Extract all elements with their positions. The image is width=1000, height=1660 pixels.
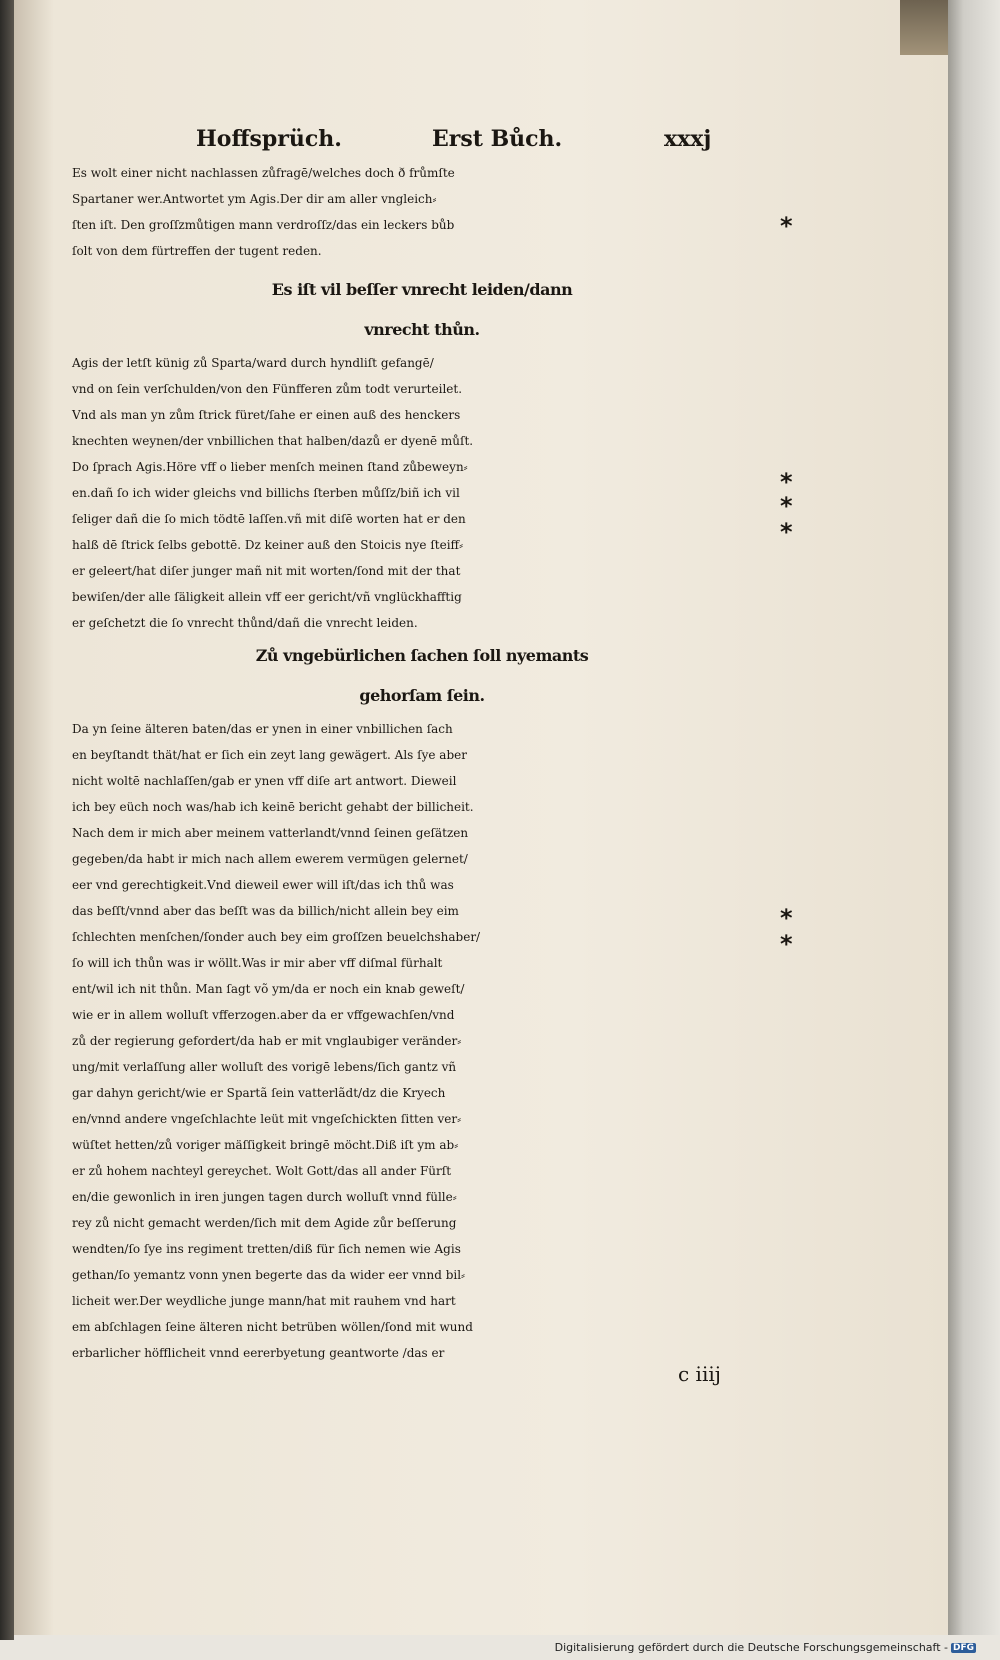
section-heading: Es iſt vil beſſer vnrecht leiden/dann: [271, 280, 573, 299]
footer-credit: [555, 1641, 976, 1654]
text-line: Do ſprach Agis.Höre vff o lieber menſch meinen ſtand zůbeweyn⸗: [72, 460, 468, 474]
section-heading: gehorſam ſein.: [359, 686, 485, 705]
folio-number: xxxj: [664, 126, 712, 152]
footer-credit-text: Digitalisierung gefördert durch die Deutsche Forschungsgemeinschaft -: [554, 1641, 948, 1654]
text-line: eer vnd gerechtigkeit.Vnd dieweil ewer will iſt/das ich thů was: [72, 878, 454, 892]
text-line: rey zů nicht gemacht werden/ſich mit dem Agide zůr beſſerung: [72, 1216, 457, 1230]
text-line: ſo will ich thůn was ir wöllt.Was ir mir aber vff diſmal fürhalt: [72, 956, 443, 970]
section-heading: Zů vngebürlichen ſachen ſoll nyemants: [255, 646, 589, 665]
section-heading: vnrecht thůn.: [364, 320, 480, 339]
text-line: en/die gewonlich in iren jungen tagen durch wolluſt vnnd fülle⸗: [72, 1190, 457, 1204]
text-line: Da yn ſeine älteren baten/das er ynen in einer vnbillichen ſach: [72, 722, 453, 736]
running-head-title: Hoffsprüch.: [196, 126, 342, 152]
text-line: ſchlechten menſchen/ſonder auch bey eim groſſzen beuelchshaber/: [72, 930, 481, 944]
text-line: en.dañ ſo ich wider gleichs vnd billichs ſterben můſſz/biñ ich vil: [72, 486, 460, 500]
text-line: em abſchlagen ſeine älteren nicht betrüben wöllen/ſond mit wund: [72, 1320, 473, 1334]
text-line: das beſſt/vnnd aber das beſſt was da billich/nicht allein bey eim: [72, 904, 459, 918]
text-line: er geſchetzt die ſo vnrecht thůnd/dañ die vnrecht leiden.: [72, 616, 418, 630]
text-line: licheit wer.Der weydliche junge mann/hat mit rauhem vnd hart: [72, 1294, 456, 1308]
text-line: gegeben/da habt ir mich nach allem ewerem vermügen gelernet/: [72, 852, 468, 866]
text-line: vnd on ſein verſchulden/von den Fünfferen zům todt verurteilet.: [72, 382, 463, 396]
text-line: Agis der letſt künig zů Sparta/ward durch hyndliſt gefangē/: [72, 356, 434, 370]
main-text-block: [72, 160, 772, 1366]
asterisk-marker: *: [780, 930, 793, 958]
text-line: Vnd als man yn zům ſtrick füret/ſahe er einen auß des henckers: [72, 408, 461, 422]
text-line: ſolt von dem fürtreffen der tugent reden.: [72, 244, 322, 258]
text-line: Es wolt einer nicht nachlassen zůfragē/welches doch ð frůmſte: [72, 166, 455, 180]
text-line: nicht woltē nachlaſſen/gab er ynen vff diſe art antwort. Dieweil: [72, 774, 457, 788]
text-line: er zů hohem nachteyl gereychet. Wolt Gott/das all ander Fürſt: [72, 1164, 452, 1178]
text-line: en beyſtandt thät/hat er ſich ein zeyt lang gewägert. Als ſye aber: [72, 748, 467, 762]
text-line: erbarlicher höfflicheit vnnd eererbyetung geantworte /das er: [72, 1346, 445, 1360]
dfg-logo: DFG: [952, 1643, 974, 1653]
text-line: en/vnnd andere vngeſchlachte leüt mit vngeſchickten ſitten ver⸗: [72, 1112, 462, 1126]
text-line: ſten iſt. Den groſſzmůtigen mann verdroſſz/das ein leckers bůb: [72, 218, 455, 232]
text-line: Spartaner wer.Antwortet ym Agis.Der dir am aller vngleich⸗: [72, 192, 437, 206]
text-line: zů der regierung gefordert/da hab er mit vnglaubiger veränder⸗: [72, 1034, 462, 1048]
page-corner-band: [900, 0, 948, 55]
text-line: wüſtet hetten/zů voriger mäſſigkeit bringē möcht.Diß iſt ym ab⸗: [72, 1138, 459, 1152]
text-line: gar dahyn gericht/wie er Spartã ſein vatterlãdt/dz die Kryech: [72, 1086, 446, 1100]
running-head-book: Erst Bůch.: [432, 126, 563, 152]
text-line: halß dē ſtrick ſelbs gebottē. Dz keiner auß den Stoicis nye ſteiff⸗: [72, 538, 464, 552]
asterisk-marker: *: [780, 468, 793, 496]
book-page: [14, 0, 948, 1635]
text-line: ſeliger dañ die ſo mich tödtē laſſen.vñ mit diſē worten hat er den: [72, 512, 466, 526]
text-line: gethan/ſo yemantz vonn ynen begerte das da wider eer vnnd bil⸗: [72, 1268, 466, 1282]
signature-mark: c iiij: [678, 1362, 721, 1386]
text-line: bewiſen/der alle ſäligkeit allein vff eer gericht/vñ vnglückhafftig: [72, 590, 462, 604]
page-fore-edge: [948, 0, 1000, 1635]
text-line: er geleert/hat diſer junger mañ nit mit worten/ſond mit der that: [72, 564, 461, 578]
asterisk-marker: *: [780, 518, 793, 546]
text-line: ich bey eüch noch was/hab ich keinē bericht gehabt der billicheit.: [72, 800, 474, 814]
text-line: knechten weynen/der vnbillichen that halben/dazů er dyenē můſt.: [72, 434, 474, 448]
text-line: ent/wil ich nit thůn. Man ſagt võ ym/da er noch ein knab geweſt/: [72, 982, 465, 996]
text-line: wendten/ſo ſye ins regiment tretten/diß für ſich nemen wie Agis: [72, 1242, 461, 1256]
book-spine-edge: [0, 0, 14, 1660]
asterisk-marker: *: [780, 492, 793, 520]
text-line: ung/mit verlaſſung aller wolluſt des vorigē lebens/ſich gantz vñ: [72, 1060, 457, 1074]
text-line: wie er in allem wolluſt vfferzogen.aber da er vffgewachſen/vnd: [72, 1008, 455, 1022]
text-line: Nach dem ir mich aber meinem vatterlandt/vnnd ſeinen geſätzen: [72, 826, 469, 840]
asterisk-marker: *: [780, 904, 793, 932]
asterisk-marker: *: [780, 212, 793, 240]
